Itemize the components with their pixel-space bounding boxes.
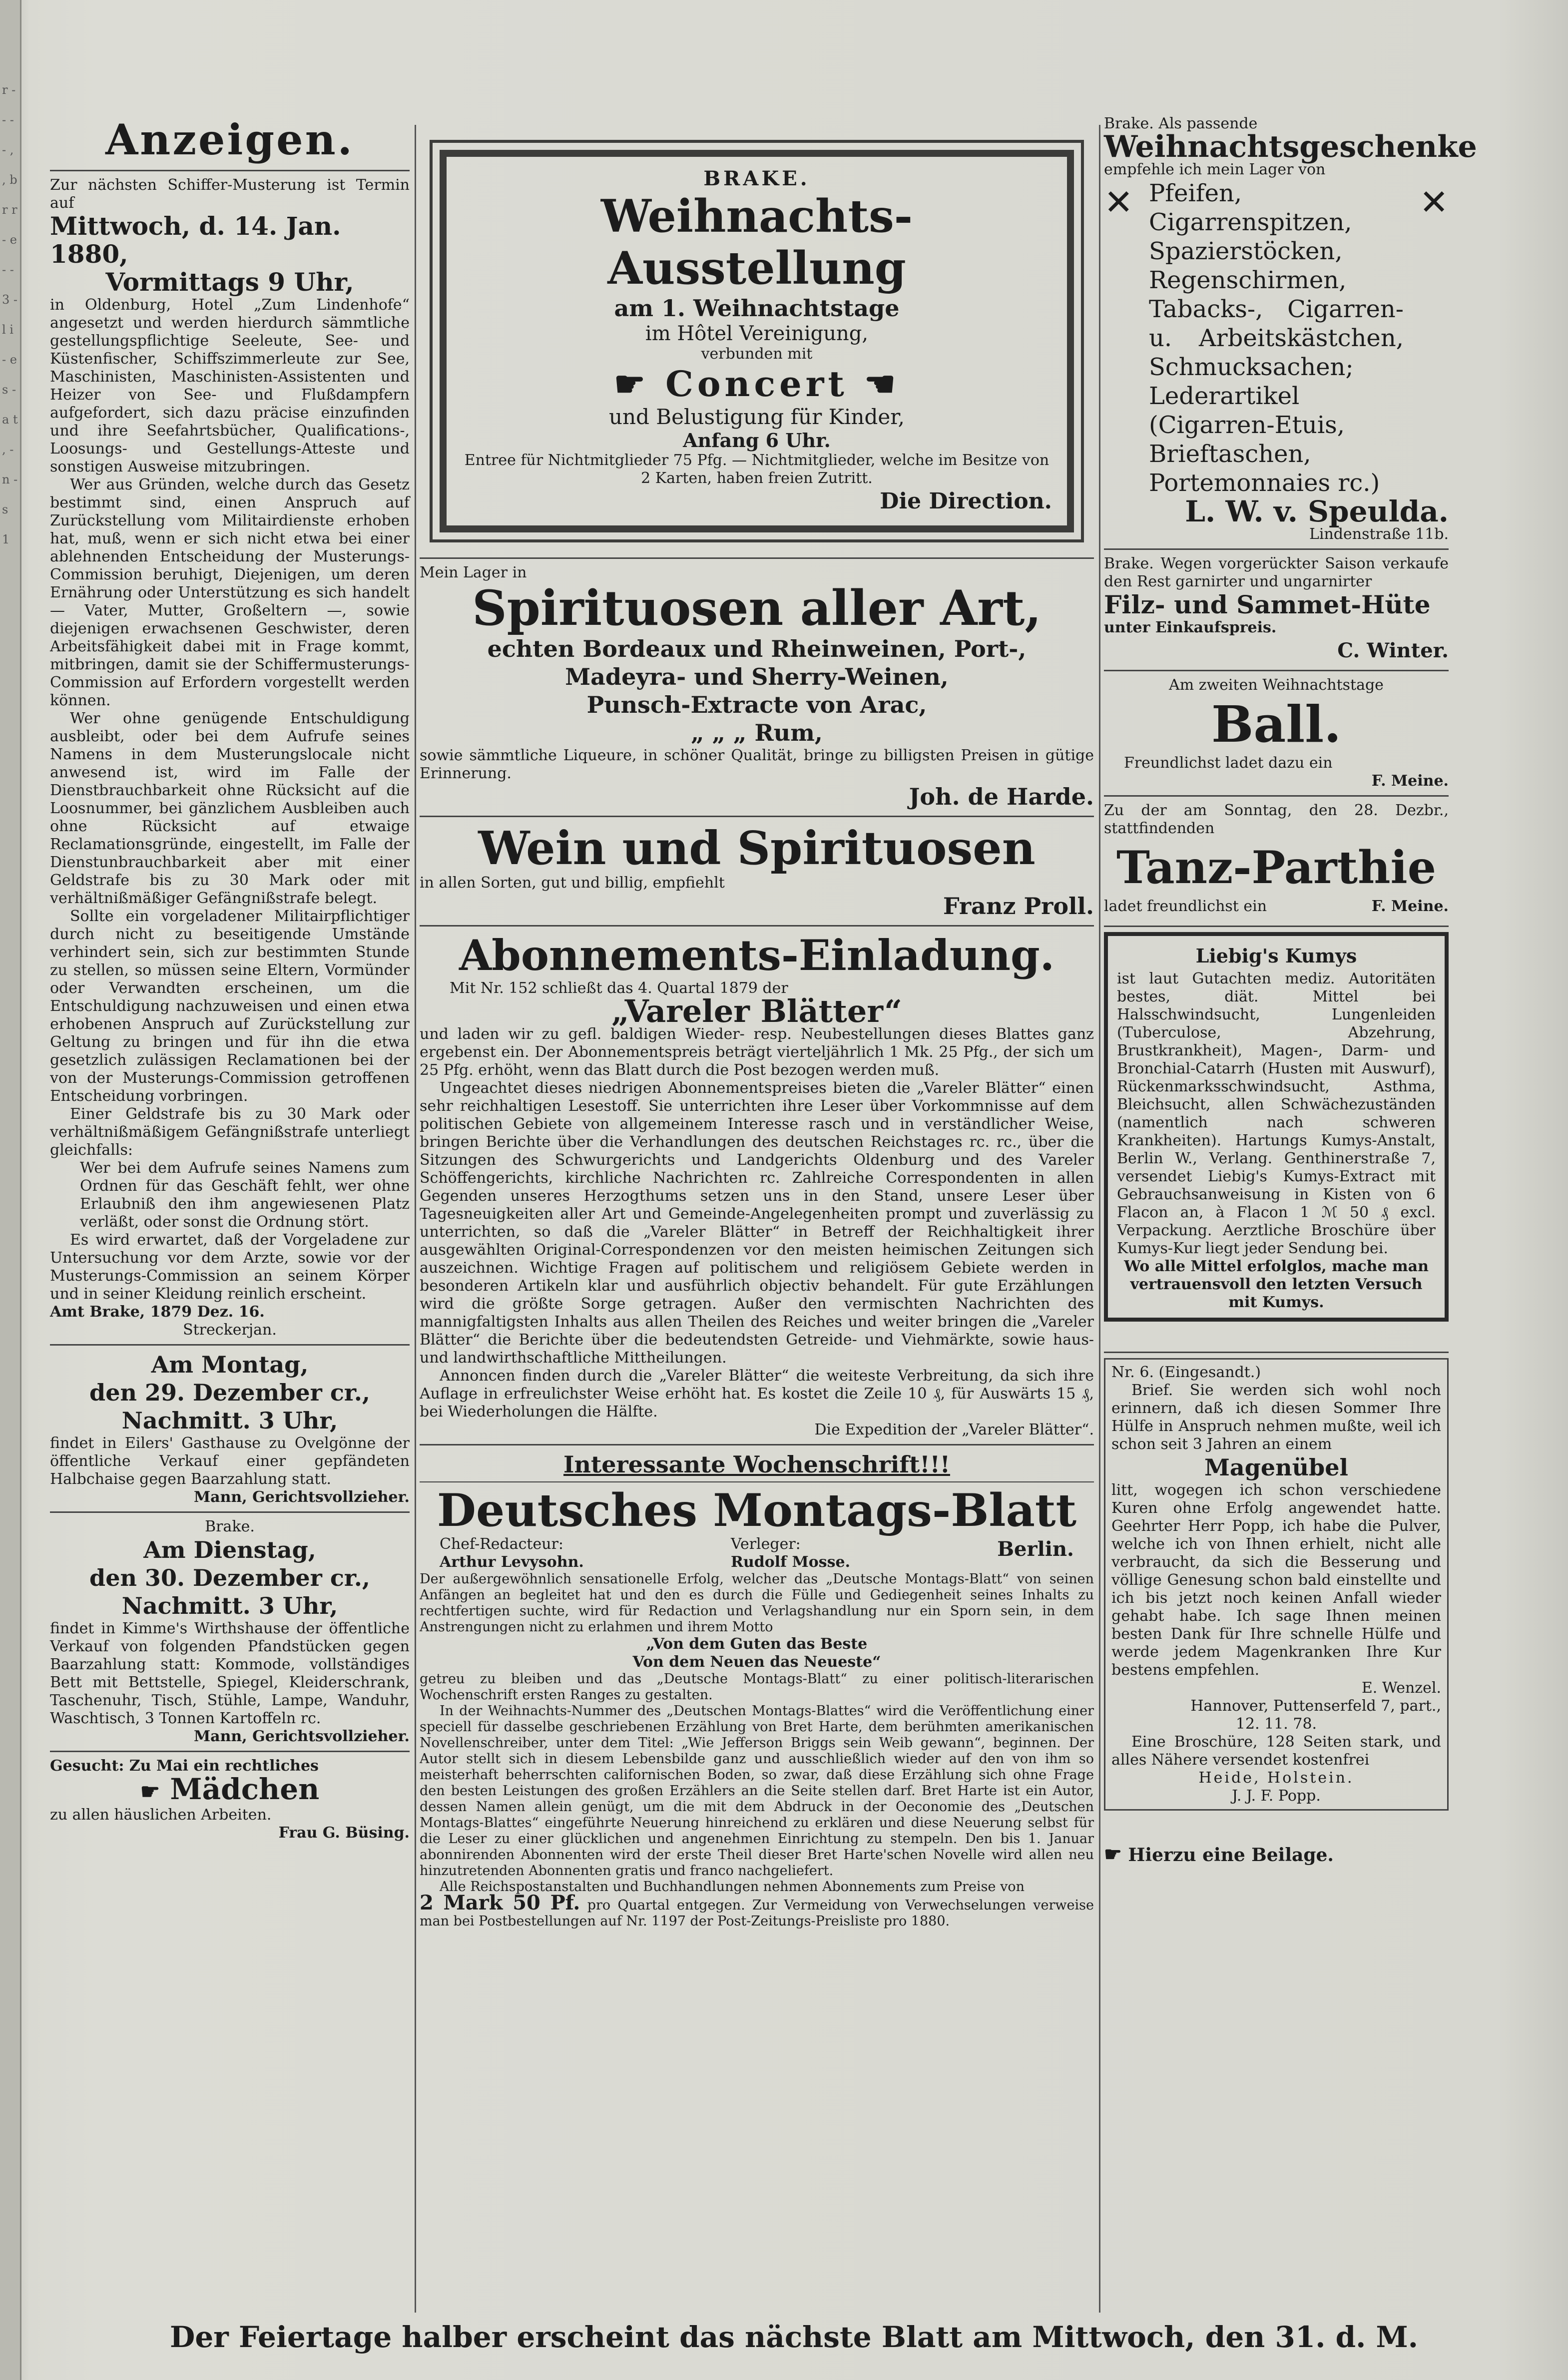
divider — [1104, 795, 1449, 797]
montags-para-3: In der Weihnachts-Nummer des „Deutschen Montags-Blattes“ wird die Veröffentlichung einer speciell für dasselbe geschriebenen Erzählung von Bret Harte, dem berühmten amerikanischen Novellenschreiber, unter dem Titel: „Wie Jefferson Briggs sein Weib gewann“, beginnen. Der Autor stellt sich in diesem Lebensbilde ganz und ausschließlich wieder auf den von ihm so meisterhaft beherrschten californischen Boden, so zwar, daß diese Erzählung sich ohne Frage den besten Leistungen des großen Erzählers an die Seite stellen darf. Bret Harte ist ein Autor, dessen Namen allein genügt, um die mit dem Abdruck in der Oeconomie des „Deutschen Montags-Blattes“ eingeführte Neuerung hinreichend zu erklären und diese Neuerung selbst für die Leser zu einer glücklichen und angenehmen Einrichtung zu stempeln. Den bis 1. Januar abonnirenden Abonnenten wird der erste Theil dieser Bret Harte'schen Novelle wird allen neu hinzutretenden Abonnenten gratis und franco nachgeliefert. — [420, 1703, 1094, 1879]
liebig-bold: Wo alle Mittel erfolglos, mache man vertrauensvoll den letzten Versuch mit Kumys. — [1124, 1258, 1429, 1311]
pointing-hand-icon: ☛ — [140, 1779, 160, 1805]
auction1-time: Nachmitt. 3 Uhr, — [121, 1407, 338, 1434]
musterung-body: in Oldenburg, Hotel „Zum Lindenhofe“ angesetzt und werden hierdurch sämmtliche gestellungspflichtige Seeleute, See- und Küstenfischer, Schiffszimmerleute zur See, Maschinisten, Maschinisten-Assistenten und Heizer von See- und Flußdampfern aufgefordert, sich dazu präcise einzufinden und ihre Seefahrtsbücher, Qualifications-, Loosungs- und Gestellungs-Atteste und sonstigen Ausweise mitzubringen. — [50, 296, 410, 476]
huete-title: Filz- und Sammet-Hüte — [1104, 590, 1431, 619]
abo-para-1: und laden wir zu gefl. baldigen Wieder- resp. Neubestellungen dieses Blattes ganz ergebenst ein. Der Abonnementspreis beträgt vierteljährlich 1 Mk. 25 Pfg., der sich um 25 Pfg. erhöht, wenn das Blatt durch die Post bezogen werden muß. — [420, 1025, 1094, 1079]
geschenk-items: Pfeifen, Cigarrenspitzen, Spazierstöcken, Regenschirmen, Tabacks-, Cigarren- u. Arbeitskästchen, Schmucksachen; Lederartikel (Cigarren-Etuis, Brieftaschen, Portemonnaies rc.) — [1149, 179, 1404, 497]
maedchen-heading — [50, 1772, 410, 1806]
montags-para-2: getreu zu bleiben und das „Deutsche Montags-Blatt“ zu einer politisch-literarischen Wochenschrift ersten Ranges zu gestalten. — [420, 1671, 1094, 1703]
wein-title: Wein und Spirituosen — [478, 821, 1036, 875]
abo-para-2: Ungeachtet dieses niedrigen Abonnementspreises bieten die „Vareler Blätter“ einen sehr reichhaltigen Lesestoff. Sie unterrichten ihre Leser über Vorkommnisse auf dem politischen Gebiete von allgemeinem Interesse rasch und in verständlicher Weise, bringen Berichte über die Verhandlungen des deutschen Reichstages rc. rc., über die Sitzungen des Schwurgerichts und Landgerichts Oldenburg und des Vareler Schöffengerichts, kirchliche Nachrichten rc. Zahlreiche Correspondenten in allen Gegenden unseres Herzogthums setzen uns in den Stand, unsere Leser über Tagesneuigkeiten aller Art und Gemeinde-Angelegenheiten prompt und zuverlässig zu unterrichten, so daß die „Vareler Blätter“ in Betreff der Reichhaltigkeit ihrer ausgewählten Original-Correspondenzen vor den meisten heimischen Zeitungen sich auszeichnen. Wichtige Fragen auf politischem und religiösem Gebiete werden in besonderen Artikeln klar und ausführlich objectiv behandelt. Für gute Erzählungen wird die größte Sorge getragen. Außer den vermischten Nachrichten des mannigfaltigsten Inhalts aus allen Theilen des Reiches und weiter bringen die „Vareler Blätter“ die Berichte über die bedeutendsten Getreide- und Viehmärkte, sowie haus- und landwirthschaftliche Mittheilungen. — [420, 1079, 1094, 1367]
musterung-para-3: Wer ohne genügende Entschuldigung ausbleibt, oder bei dem Aufrufe seines Namens in dem Musterungslocale nicht anwesend ist, wird im Falle der Dienstbrauchbarkeit ohne Rücksicht auf die Loosnummer, bei gänzlichem Ausbleiben auch ohne Rücksicht auf etwaige Reclamationsgründe, eingestellt, im Falle der Dienstunbrauchbarkeit aber mit einer Geldstrafe bis zu 30 Mark oder mit verhältnißmäßiger Gefängnißstrafe belegt. — [50, 710, 410, 907]
column-rule-1 — [415, 125, 416, 2313]
auction1-day: Am Montag, — [151, 1351, 309, 1378]
divider — [1104, 1352, 1449, 1353]
montags-verl: Rudolf Mosse. — [731, 1553, 851, 1571]
spirit-line-3: Punsch-Extracte von Arac, — [586, 691, 927, 718]
column-left — [50, 115, 410, 1842]
huete-intro: Brake. Wegen vorgerückter Saison verkaufe den Rest garnirter und ungarnirter — [1104, 555, 1449, 590]
auction2-day: Am Dienstag, — [143, 1536, 316, 1563]
spirit-title: Spirituosen aller Art, — [472, 580, 1042, 636]
spirit-body: sowie sämmtliche Liqueure, in schöner Qualität, bringe zu billigsten Preisen in gütige Erinnerung. — [420, 747, 1094, 782]
eing-title: Magenübel — [1204, 1454, 1348, 1481]
spirit-line-2: Madeyra- und Sherry-Weinen, — [565, 663, 949, 690]
spirit-intro: Mein Lager in — [420, 564, 527, 581]
pointing-hand-right-icon: ☛ — [614, 363, 649, 405]
newspaper-page — [20, 0, 1568, 2380]
ball-intro: Am zweiten Weihnachtstage — [1169, 676, 1384, 694]
divider — [1104, 548, 1449, 550]
crossed-pipes-icon: ✕ — [1419, 182, 1449, 223]
column-rule-2 — [1099, 125, 1100, 2313]
musterung-date: Mittwoch, d. 14. Jan. 1880, — [50, 211, 341, 269]
ball-title: Ball. — [1211, 695, 1342, 754]
abo-signature: Die Expedition der „Vareler Blätter“. — [814, 1421, 1094, 1438]
pointing-hand-left-icon: ☚ — [864, 363, 900, 405]
auction1-signature: Mann, Gerichtsvollzieher. — [193, 1488, 410, 1506]
box-venue: im Hôtel Vereinigung, — [645, 322, 869, 345]
divider — [420, 816, 1094, 817]
box-kids: und Belustigung für Kinder, — [608, 405, 905, 429]
box-start: Anfang 6 Uhr. — [683, 429, 831, 452]
gesucht-line: Gesucht: Zu Mai ein rechtliches — [50, 1757, 319, 1775]
musterung-para-7: Es wird erwartet, daß der Vorgeladene zur Untersuchung vor dem Arzte, sowie vor der Musterungs-Commission an seinem Körper und in seiner Kleidung reinlich erscheint. — [50, 1231, 410, 1303]
montags-chef-block — [440, 1535, 584, 1571]
huete-price: unter Einkaufspreis. — [1104, 619, 1277, 636]
abo-paper: „Vareler Blätter“ — [611, 993, 902, 1029]
amt-line: Amt Brake, 1879 Dez. 16. — [50, 1303, 265, 1321]
auction2-date: den 30. Dezember cr., — [89, 1564, 370, 1591]
box-concert: Concert — [665, 363, 848, 405]
amt-signature: Streckerjan. — [183, 1321, 277, 1339]
maedchen-title: Mädchen — [170, 1772, 320, 1806]
eing-number: Nr. 6. (Eingesandt.) — [1111, 1364, 1261, 1381]
column-middle — [420, 150, 1094, 1929]
divider — [1104, 926, 1449, 927]
huete-signature: C. Winter. — [1337, 639, 1449, 662]
eing-popp: J. J. F. Popp. — [1232, 1787, 1321, 1805]
box-entry: Entree für Nichtmitglieder 75 Pfg. — Nichtmitglieder, welche im Besitze von 2 Karten, haben freien Zutritt. — [464, 452, 1049, 487]
abo-title: Abonnements-Einladung. — [459, 931, 1055, 980]
montags-para-1: Der außergewöhnlich sensationelle Erfolg, welcher das „Deutsche Montags-Blatt“ von seinen Anfängen an begleitet hat und den es durch die Fülle und Gediegenheit seines Inhalts zu rechtfertigen suchte, wird für Redaction und Verlagshandlung nur ein Sporn sein, in dem Anstrengungen nicht zu erlahmen und ihrem Motto — [420, 1571, 1094, 1635]
footer-notice: Der Feiertage halber erscheint das nächste Blatt am Mittwoch, den 31. d. M. — [170, 2320, 1418, 2354]
eing-address: Hannover, Puttenserfeld 7, part., — [1190, 1697, 1441, 1715]
abo-intro: Mit Nr. 152 schließt das 4. Quartal 1879 der — [450, 979, 788, 997]
montags-verl-label: Verleger: — [731, 1535, 801, 1553]
maedchen-signature: Frau G. Büsing. — [278, 1824, 410, 1842]
beilage-text: Hierzu eine Beilage. — [1128, 1845, 1334, 1866]
weihnachts-ausstellung-box — [440, 150, 1074, 532]
divider — [50, 1511, 410, 1513]
spirit-line-1: echten Bordeaux und Rheinweinen, Port-, — [487, 635, 1027, 662]
montags-price-row — [420, 1891, 1094, 1929]
musterung-time: Vormittags 9 Uhr, — [105, 267, 354, 297]
wochen-heading: Interessante Wochenschrift!!! — [563, 1451, 950, 1478]
montags-price: 2 Mark 50 Pf. — [420, 1891, 580, 1914]
maedchen-body: zu allen häuslichen Arbeiten. — [50, 1806, 272, 1824]
pointing-hand-icon: ☛ — [1104, 1843, 1122, 1866]
geschenk-items-block — [1104, 179, 1449, 497]
montags-motto-1: „Von dem Guten das Beste — [646, 1635, 868, 1653]
eing-date: 12. 11. 78. — [1235, 1715, 1317, 1733]
divider — [420, 1481, 1094, 1482]
montags-para-5: pro Quartal entgegen. Zur Vermeidung von Verwechselungen verweise man bei Postbestellungen auf Nr. 1197 der Post-Zeitungs-Preisliste pro 1880. — [420, 1898, 1094, 1929]
tanz-title: Tanz-Parthie — [1116, 841, 1437, 894]
montags-title: Deutsches Montags-Blatt — [437, 1484, 1077, 1537]
auction2-place: Brake. — [205, 1518, 255, 1535]
binding-gutter — [0, 0, 21, 2380]
tanz-intro: Zu der am Sonntag, den 28. Dezbr., stattfindenden — [1104, 802, 1449, 837]
box-concert-row — [462, 363, 1052, 405]
montags-chef-label: Chef-Redacteur: — [440, 1535, 564, 1553]
column-right — [1104, 115, 1477, 1869]
montags-verl-block — [731, 1535, 850, 1571]
divider — [420, 925, 1094, 927]
wein-signature: Franz Proll. — [943, 893, 1094, 920]
montags-city: Berlin. — [997, 1537, 1074, 1561]
eingesandt-box — [1104, 1358, 1449, 1811]
auction2-body: findet in Kimme's Wirthshause der öffentliche Verkauf von folgenden Pfandstücken gegen Baarzahlung statt: Kommode, vollständiges Bett mit Bettstelle, Spiegel, Kleiderschrank, Taschenuhr, Tisch, Stühle, Lampe, Wanduhr, Waschtisch, 3 Tonnen Kartoffeln rc. — [50, 1620, 410, 1727]
ball-signature: F. Meine. — [1371, 772, 1449, 790]
montags-credits — [420, 1535, 1094, 1571]
spirit-signature: Joh. de Harde. — [909, 783, 1094, 810]
montags-motto-2: Von dem Neuen das Neueste“ — [632, 1653, 881, 1671]
divider — [420, 557, 1094, 559]
musterung-intro: Zur nächsten Schiffer-Musterung ist Termin auf — [50, 176, 410, 212]
divider — [1104, 670, 1449, 671]
liebig-body: ist laut Gutachten mediz. Autoritäten bestes, diät. Mittel bei Halsschwindsucht, Lungenleiden (Tuberculose, Abzehrung, Brustkrankheit), Magen-, Darm- und Bronchial-Catarrh (Husten mit Auswurf), Rückenmarksschwindsucht, Asthma, Bleichsucht, allen Schwächezuständen (namentlich nach schweren Krankheiten). Hartungs Kumys-Anstalt, Berlin W., Verlang. Genthinerstraße 7, versendet Liebig's Kumys-Extract mit Gebrauchsanweisung in Kisten von 6 Flacon an, à Flacon 1 ℳ 50 ₰ excl. Verpackung. Aerztliche Broschüre über Kumys-Kur liegt jeder Sendung bei. — [1117, 970, 1436, 1257]
box-place: BRAKE. — [703, 167, 810, 190]
musterung-para-4: Sollte ein vorgeladener Militairpflichtiger durch nicht zu beseitigende Umstände verhindert sein, sich zur bestimmten Stunde zu stellen, so müssen seine Eltern, Vormünder oder Verwandten erscheinen, um die Entschuldigung nachzuweisen und einen etwa erhobenen Anspruch auf Zurückstellung zur Geltung zu bringen und für ihn die etwa gesetzlich zulässigen Reclamationen bei der von der Musterungs-Commission getroffenen Entscheidung vorbringen. — [50, 908, 410, 1105]
geschenk-signature: L. W. v. Speulda. — [1185, 494, 1449, 528]
musterung-para-2: Wer aus Gründen, welche durch das Gesetz bestimmt sind, einen Anspruch auf Zurückstellung vom Militairdienste erhoben hat, muß, wenn er sich nicht etwa bei einer ablehnenden Entscheidung der Musterungs-Commission beruhigt, Diejenigen, um deren Ernährung oder Unterstützung es sich handelt — Vater, Mutter, Großeltern —, sowie diejenigen erwachsenen Geschwister, deren Arbeitsfähigkeit dabei mit in Frage kommt, mitbringen, damit sie der Schiffermusterungs-Commission auf Erfordern vorgestellt werden können. — [50, 476, 410, 709]
spirit-line-4: „ „ „ Rum, — [691, 719, 823, 746]
wein-body: in allen Sorten, gut und billig, empfiehlt — [420, 874, 725, 892]
auction1-body: findet in Eilers' Gasthause zu Ovelgönne der öffentliche Verkauf einer gepfändeten Halbchaise gegen Baarzahlung statt. — [50, 1434, 410, 1488]
geschenk-title: Weihnachtsgeschenke — [1104, 129, 1477, 164]
divider — [420, 1444, 1094, 1445]
box-signature: Die Direction. — [880, 488, 1052, 514]
divider — [50, 1344, 410, 1346]
section-title: Anzeigen. — [105, 115, 354, 164]
eing-para-1: Brief. Sie werden sich wohl noch erinnern, daß ich diesen Sommer Ihre Hülfe in Anspruch nehmen mußte, weil ich schon seit 3 Jahren an einem — [1111, 1382, 1441, 1453]
tanz-row — [1104, 898, 1449, 916]
box-day: am 1. Weihnachtstage — [614, 295, 900, 322]
geschenk-intro: empfehle ich mein Lager von — [1104, 161, 1326, 178]
auction2-time: Nachmitt. 3 Uhr, — [121, 1592, 338, 1619]
tanz-signature: F. Meine. — [1371, 898, 1449, 915]
eing-place: Heide, Holstein. — [1198, 1769, 1354, 1787]
divider — [50, 1751, 410, 1752]
musterung-para-6: Wer bei dem Aufrufe seines Namens zum Ordnen für das Geschäft fehlt, wer ohne Erlaubniß den ihm angewiesenen Platz verläßt, oder sonst die Ordnung stört. — [80, 1159, 410, 1231]
montags-chef: Arthur Levysohn. — [440, 1553, 584, 1571]
musterung-para-5: Einer Geldstrafe bis zu 30 Mark oder verhältnißmäßigem Gefängnißstrafe unterliegt gleichfalls: — [50, 1105, 410, 1159]
geschenk-address: Lindenstraße 11b. — [1309, 525, 1449, 543]
tanz-body: ladet freundlichst ein — [1104, 898, 1267, 915]
gutter-text: r - - - - , , b r r - e - - 3 - l i - e s - a t , - n - s 1 — [2, 83, 18, 546]
ball-body: Freundlichst ladet dazu ein — [1124, 754, 1333, 772]
eing-para-2: litt, wogegen ich schon verschiedene Kuren ohne Erfolg angewendet hatte. Geehrter Herr Popp, ich habe die Pulver, welche ich von Ihnen erhielt, nicht alle verbraucht, da sich die Besserung und völlige Genesung schon bald einstellte und ich bis jetzt noch keinen Anfall wieder gehabt habe. Ich sage Ihnen meinen besten Dank für Ihre schnelle Hülfe und werde jedem Magenkranken Ihre Kur bestens empfehlen. — [1111, 1481, 1441, 1679]
montags-para-4: Alle Reichspostanstalten und Buchhandlungen nehmen Abonnements zum Preise von — [440, 1879, 1025, 1895]
liebig-kumys-box — [1104, 932, 1449, 1322]
crossed-pipes-icon: ✕ — [1104, 182, 1133, 223]
box-title: Weihnachts-Ausstellung — [600, 190, 913, 295]
box-with: verbunden mit — [701, 345, 813, 363]
divider — [50, 170, 410, 171]
auction2-signature: Mann, Gerichtsvollzieher. — [193, 1728, 410, 1745]
liebig-title: Liebig's Kumys — [1195, 945, 1357, 967]
eing-para-3: Eine Broschüre, 128 Seiten stark, und alles Nähere versendet kostenfrei — [1111, 1733, 1441, 1769]
abo-para-3: Annoncen finden durch die „Vareler Blätter“ die weiteste Verbreitung, da sich ihre Auflage in erfreulichster Weise erhöht hat. Es kostet die Zeile 10 ₰, für Auswärts 15 ₰, bei Wiederholungen die Hälfte. — [420, 1367, 1094, 1421]
auction1-date: den 29. Dezember cr., — [89, 1379, 370, 1406]
geschenk-place: Brake. Als passende — [1104, 115, 1258, 132]
beilage-row — [1104, 1841, 1449, 1869]
eing-signature: E. Wenzel. — [1361, 1679, 1441, 1697]
